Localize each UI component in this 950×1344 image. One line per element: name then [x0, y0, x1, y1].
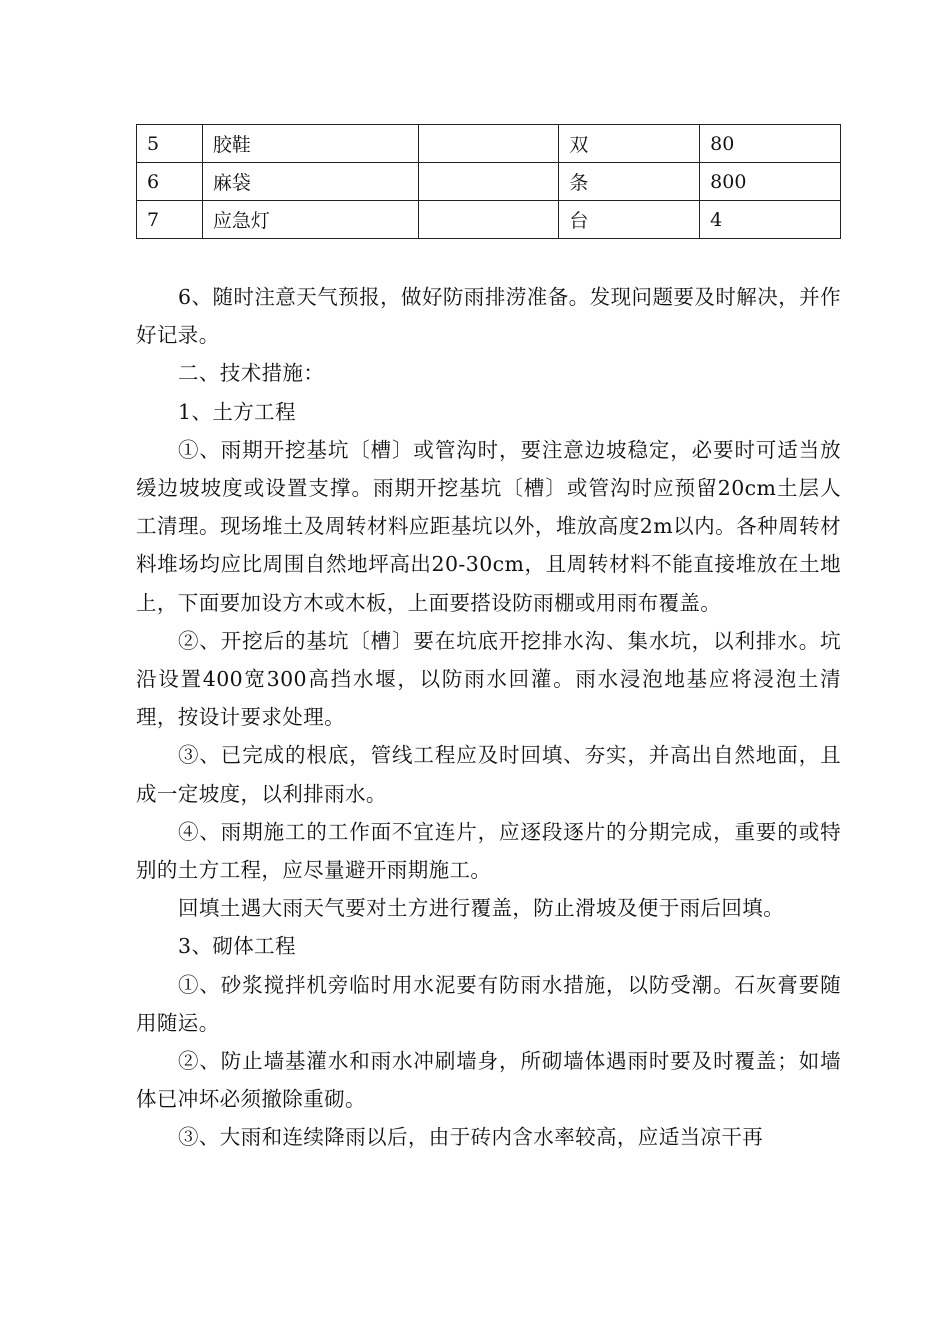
section-heading-technical-measures: 二、技术措施： [178, 361, 325, 386]
table-cell-unit: 双 [559, 125, 700, 163]
table-row [137, 125, 841, 163]
table-cell-unit: 条 [559, 163, 700, 201]
table-cell-spec [418, 125, 559, 163]
table-cell-quantity: 800 [700, 163, 841, 201]
table-cell-item: 应急灯 [202, 201, 418, 239]
paragraph-masonry-2: ②、防止墙基灌水和雨水冲刷墙身，所砌墙体遇雨时要及时覆盖；如墙体已冲坏必须撤除重砌。 [136, 1049, 841, 1112]
subheading-masonry: 3、砌体工程 [178, 934, 296, 959]
paragraph-earthwork-2: ②、开挖后的基坑〔槽〕要在坑底开挖排水沟、集水坑，以利排水。坑沿设置400宽300高挡水堰，以防雨水回灌。雨水浸泡地基应将浸泡土清理，按设计要求处理。 [136, 628, 841, 730]
body-text [136, 278, 841, 1157]
table-row [137, 201, 841, 239]
table-cell-item: 麻袋 [202, 163, 418, 201]
table-cell-quantity: 4 [700, 201, 841, 239]
table-cell-index: 5 [137, 125, 203, 163]
paragraph-masonry-1: ①、砂浆搅拌机旁临时用水泥要有防雨水措施，以防受潮。石灰膏要随用随运。 [136, 972, 841, 1035]
paragraph-earthwork-4: ④、雨期施工的工作面不宜连片，应逐段逐片的分期完成，重要的或特别的土方工程，应尽量避开雨期施工。 [136, 819, 841, 883]
table-cell-spec [418, 163, 559, 201]
paragraph-earthwork-3: ③、已完成的根底，管线工程应及时回填、夯实，并高出自然地面，且成一定坡度，以利排雨水。 [136, 743, 841, 806]
table-cell-index: 6 [137, 163, 203, 201]
table-cell-item: 胶鞋 [202, 125, 418, 163]
table-cell-index: 7 [137, 201, 203, 239]
paragraph-backfill: 回填土遇大雨天气要对土方进行覆盖，防止滑坡及便于雨后回填。 [178, 896, 785, 921]
paragraph-masonry-3: ③、大雨和连续降雨以后，由于砖内含水率较高，应适当凉干再 [178, 1125, 764, 1150]
paragraph-weather-note: 6、随时注意天气预报，做好防雨排涝准备。发现问题要及时解决，并作好记录。 [136, 285, 841, 348]
table-row [137, 163, 841, 201]
table-cell-quantity: 80 [700, 125, 841, 163]
subheading-earthwork: 1、土方工程 [178, 399, 296, 424]
paragraph-earthwork-1: ①、雨期开挖基坑〔槽〕或管沟时，要注意边坡稳定，必要时可适当放缓边坡坡度或设置支撑。雨期开挖基坑〔槽〕或管沟时应预留20cm土层人工清理。现场堆土及周转材料应距基坑以外，堆放高度2m以内。各种周转材料堆场均应比周围自然地坪高出20-30cm，且周转材料不能直接堆放在土地上，下面要加设方木或木板，上面要搭设防雨棚或用雨布覆盖。 [136, 437, 841, 615]
table-cell-unit: 台 [559, 201, 700, 239]
materials-table [136, 124, 841, 239]
table-cell-spec [418, 201, 559, 239]
